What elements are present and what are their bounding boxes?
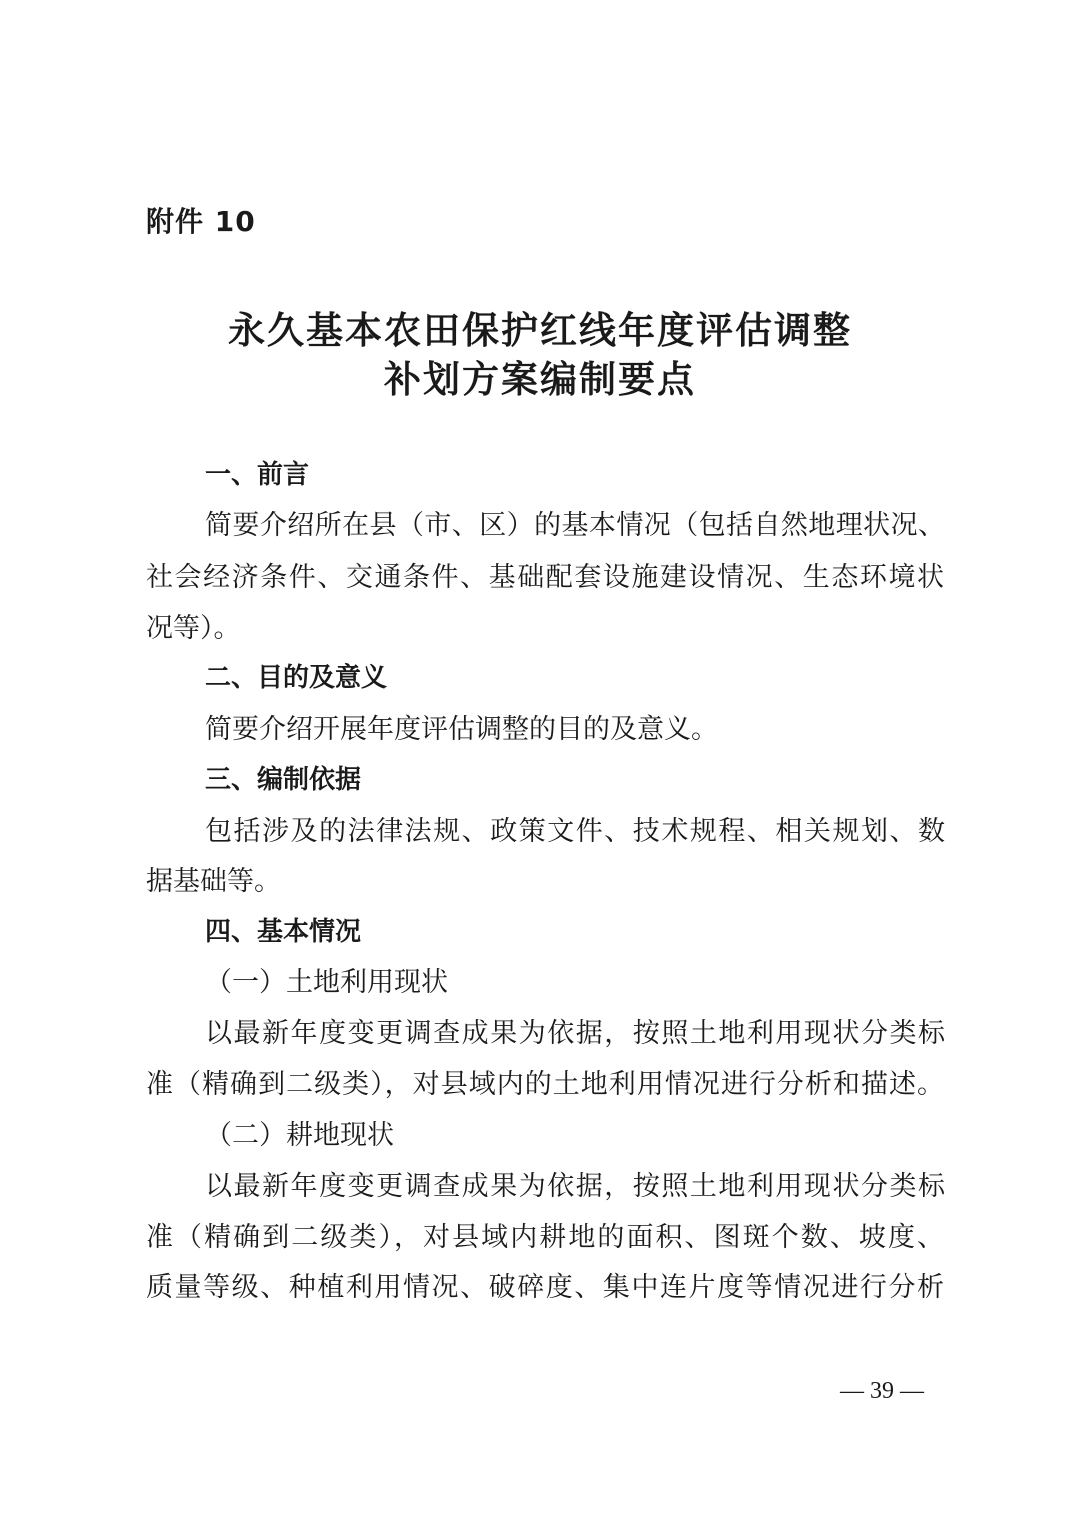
- document-title-line-2: 补划方案编制要点: [384, 358, 696, 401]
- page-number: — 39 —: [840, 1378, 924, 1404]
- subsection-2-text-line: 质量等级、种植利用情况、破碎度、集中连片度等情况进行分析: [146, 1272, 944, 1303]
- section-1-text-line: 简要介绍所在县（市、区）的基本情况（包括自然地理状况、: [205, 510, 945, 541]
- section-2-text-line: 简要介绍开展年度评估调整的目的及意义。: [205, 714, 718, 745]
- subsection-2-text-line: 准（精确到二级类），对县域内耕地的面积、图斑个数、坡度、: [146, 1222, 944, 1253]
- subsection-1-text-line: 以最新年度变更调查成果为依据，按照土地利用现状分类标: [205, 1018, 945, 1049]
- subsection-2-text-line: 以最新年度变更调查成果为依据，按照土地利用现状分类标: [205, 1171, 945, 1202]
- section-4-heading: 四、基本情况: [205, 917, 362, 947]
- section-3-heading: 三、编制依据: [205, 765, 362, 795]
- attachment-label: 附件 10: [146, 205, 256, 238]
- subsection-1-heading: （一）土地利用现状: [205, 967, 448, 998]
- subsection-2-heading: （二）耕地现状: [205, 1120, 394, 1151]
- section-2-heading: 二、目的及意义: [205, 663, 388, 693]
- section-1-text-line: 社会经济条件、交通条件、基础配套设施建设情况、生态环境状: [146, 562, 944, 593]
- subsection-1-text-line: 准（精确到二级类），对县域内的土地利用情况进行分析和描述。: [146, 1069, 944, 1100]
- section-1-text-line: 况等）。: [146, 613, 241, 644]
- document-title-line-1: 永久基本农田保护红线年度评估调整: [228, 309, 852, 352]
- section-3-text-line: 包括涉及的法律法规、政策文件、技术规程、相关规划、数: [205, 816, 945, 847]
- section-3-text-line: 据基础等。: [146, 866, 281, 897]
- section-1-heading: 一、前言: [205, 460, 310, 490]
